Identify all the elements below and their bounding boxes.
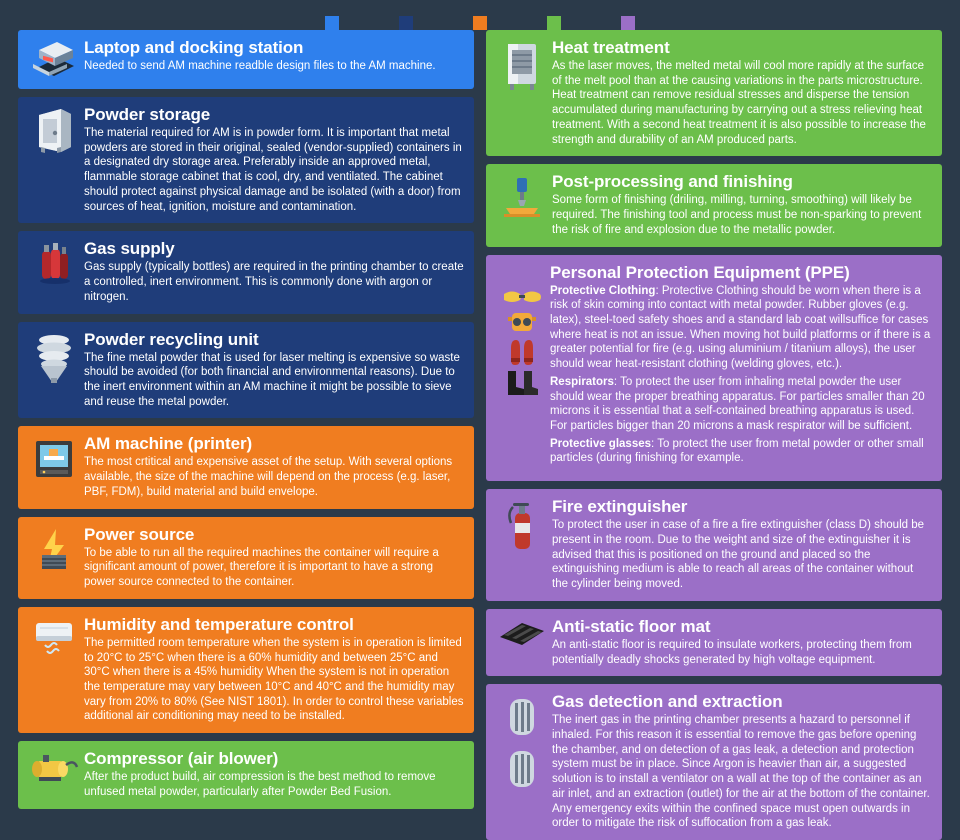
legend-swatch-blue xyxy=(325,16,339,30)
card-title: Compressor (air blower) xyxy=(84,749,279,769)
card-body xyxy=(82,330,464,410)
card-text: Gas supply (typically bottles) are required in the printing chamber to create a controlled, inert environment. This is commonly done with argon or nitrogen. xyxy=(84,261,464,303)
card-text: As the laser moves, the melted metal will cool more rapidly at the surface of the melt pool than at the causing variations in the parts microstructure. Heat treatment can remove residual stresses and disperse the tension accumulated during manufacturing by carrying out a stress relieving heat treatment. With a second heat treatment it is also possible to increase the strength and durability of an AM produced parts. xyxy=(552,60,926,146)
columns xyxy=(0,30,960,840)
card-title: Humidity and temperature control xyxy=(84,614,354,634)
card-body xyxy=(550,497,932,592)
floor-mat-icon xyxy=(494,617,550,659)
card-gas-detection-and-extraction xyxy=(486,684,942,840)
sieve-unit-icon xyxy=(26,330,82,384)
card-humidity-and-temperature-control xyxy=(18,607,474,733)
card-title: Powder recycling unit xyxy=(84,329,259,349)
card-text: After the product build, air compression is the best method to remove unfused metal powder, particularly after Powder Bed Fusion. xyxy=(84,771,436,798)
card-body xyxy=(82,38,464,74)
ppe-paragraph-glasses xyxy=(550,437,932,466)
fire-extinguisher-icon xyxy=(494,497,550,553)
card-body xyxy=(550,617,932,667)
card-title: Personal Protection Equipment (PPE) xyxy=(550,262,850,282)
card-body xyxy=(550,38,932,147)
card-title: Powder storage xyxy=(84,105,211,124)
card-compressor-air-blower xyxy=(18,741,474,808)
card-title: Fire extinguisher xyxy=(552,497,688,517)
air-conditioner-icon xyxy=(26,615,82,657)
card-body xyxy=(550,692,932,831)
compressor-icon xyxy=(26,749,82,791)
card-powder-recycling-unit xyxy=(18,322,474,419)
card-text: To be able to run all the required machines the container will require a significant amount of power, therefore it is important to have a strong power source connected to the container. xyxy=(84,546,439,589)
power-source-icon xyxy=(26,525,82,573)
card-title: Gas detection and extraction xyxy=(552,692,783,712)
boots-icon xyxy=(502,369,542,397)
ventilator-icon xyxy=(507,696,537,738)
ppe-lead-respirators: Respirators xyxy=(550,375,614,388)
card-text: The fine metal powder that is used for laser melting is expensive so waste should be avoided (for both financial and environmental reasons). Due to the inert environment within an AM machine it might be possible to sieve and reuse the metal powder. xyxy=(84,351,460,408)
card-body xyxy=(82,749,464,799)
ppe-text xyxy=(550,284,932,470)
extraction-fan-icon xyxy=(507,748,537,790)
card-am-machine-printer xyxy=(18,426,474,508)
card-text: The most crtitical and expensive asset of the setup. With several options available, the size of the machine will depend on the process (e.g. laser, PBF, FDM), build material and build envelope. xyxy=(84,456,453,498)
card-power-source xyxy=(18,517,474,599)
am-machine-icon xyxy=(26,434,82,482)
card-laptop-and-docking-station xyxy=(18,30,474,89)
card-text: Needed to send AM machine readble design files to the AM machine. xyxy=(84,60,436,73)
gas-icon-stack xyxy=(494,692,550,790)
card-body xyxy=(82,525,464,590)
card-body xyxy=(82,105,464,214)
left-column xyxy=(18,30,474,840)
safety-glasses-icon xyxy=(500,286,544,306)
card-post-processing-and-finishing xyxy=(486,164,942,246)
card-anti-static-floor-mat xyxy=(486,609,942,676)
card-title: Gas supply xyxy=(84,239,175,259)
ppe-icon-stack xyxy=(494,284,550,397)
card-text: Some form of finishing (driling, milling, turning, smoothing) will likely be required. The finishing tool and process must be non-sparking to prevent the risk of fire and explosion due to the metallic powder. xyxy=(552,194,922,236)
laptop-icon xyxy=(26,38,82,80)
milling-machine-icon xyxy=(494,172,550,218)
card-body xyxy=(82,615,464,724)
card-title: Anti-static floor mat xyxy=(552,616,711,636)
ppe-lead-glasses: Protective glasses xyxy=(550,437,652,450)
legend-swatch-orange xyxy=(473,16,487,30)
card-fire-extinguisher xyxy=(486,489,942,601)
card-personal-protection-equipment-ppe xyxy=(486,255,942,482)
respirator-icon xyxy=(504,309,540,335)
card-text: The permitted room temperature when the system is in operation is limited to 20°C to 25°C when there is a 60% humidity and between 25°C and 30°C when there is a 45% humidity When the system is not in operation the temperature may vary between 10°C and 40°C and the humidity may vary from 20% to 80% (See NIST 1801). In order to control these variables additional air conditioning may need to be installed. xyxy=(84,636,464,723)
card-text: To protect the user in case of a fire a fire extinguisher (class D) should be present in the room. Due to the weight and size of the extinguisher it is advised that this is positioned on the ground and placed so the extinguishing medium is able to reach all areas of the container without the cylinder being moved. xyxy=(552,519,925,591)
card-body xyxy=(82,239,464,304)
card-body xyxy=(82,434,464,499)
card-heat-treatment xyxy=(486,30,942,156)
card-title: Laptop and docking station xyxy=(84,38,304,57)
card-title: Power source xyxy=(84,524,195,544)
ppe-body-clothing: : Protective Clothing should be worn when there is a risk of skin coming into contact with metal powder. Rubber gloves (e.g. latex), steel-toed safety shoes and a standard lab coat willsuffice for cases where heat is not an issue. When moving hot build platforms or if there is a greater potential for fire (e.g. using aluminium / titanium alloys), the user should wear heat-resistant clothing (welding gloves, etc.). xyxy=(550,284,931,371)
card-gas-supply xyxy=(18,231,474,313)
ppe-paragraph-clothing xyxy=(550,284,932,372)
gas-bottles-icon xyxy=(26,239,82,285)
card-title: Post-processing and finishing xyxy=(552,172,793,192)
card-body xyxy=(550,172,932,237)
ppe-block xyxy=(494,284,932,470)
card-title: AM machine (printer) xyxy=(84,434,253,454)
card-powder-storage xyxy=(18,97,474,223)
ppe-body-respirators: : To protect the user from inhaling metal powder the user should wear the proper breathing apparatus. For particles smaller than 20 microns it is essential that a self-contained breathing apparatus is used. For particles bigger than 20 microns a mask respirator will be sufficient. xyxy=(550,375,925,433)
ppe-body-glasses: : To protect the user from metal powder or other small particles (during finishing for example. xyxy=(550,437,924,465)
ppe-lead-clothing: Protective Clothing xyxy=(550,284,656,297)
storage-cabinet-icon xyxy=(26,105,82,155)
furnace-icon xyxy=(494,38,550,92)
right-column xyxy=(486,30,942,840)
card-text: An anti-static floor is required to insulate workers, protecting them from potentially deadly shocks generated by high voltage equipment. xyxy=(552,638,912,666)
legend-swatch-purple xyxy=(621,16,635,30)
legend-swatch-navy xyxy=(399,16,413,30)
card-text: The inert gas in the printing chamber presents a hazard to personnel if inhaled. For this reason it is essential to remove the gas before opening the chamber, and on detection of a gas leak, a detection and protection system must be in place. Since Argon is heavier than air, a suggested solution is to install a ventilator on a wall at the top of the container as an air inlet, and an extraction (outlet) for the air at the bottom of the container. Any emergency exits within the confined space must open outwards in order to mitigate the risk of suffocation from a gas leak. xyxy=(552,714,930,830)
card-title: Heat treatment xyxy=(552,38,670,57)
card-text: The material required for AM is in powder form. It is important that metal powders are stored in their original, sealed (vendor-supplied) containers in a designated dry storage area. Preferably inside an approved metal, flammable storage cabinet that is cool, dry, and ventilated. The cabinet should protect against physical damage and be isolated (with a door) from sources of heat, ignition, moisture and contamination. xyxy=(84,127,462,213)
legend-swatch-green xyxy=(547,16,561,30)
ppe-paragraph-respirators xyxy=(550,375,932,434)
gloves-icon xyxy=(505,338,539,366)
